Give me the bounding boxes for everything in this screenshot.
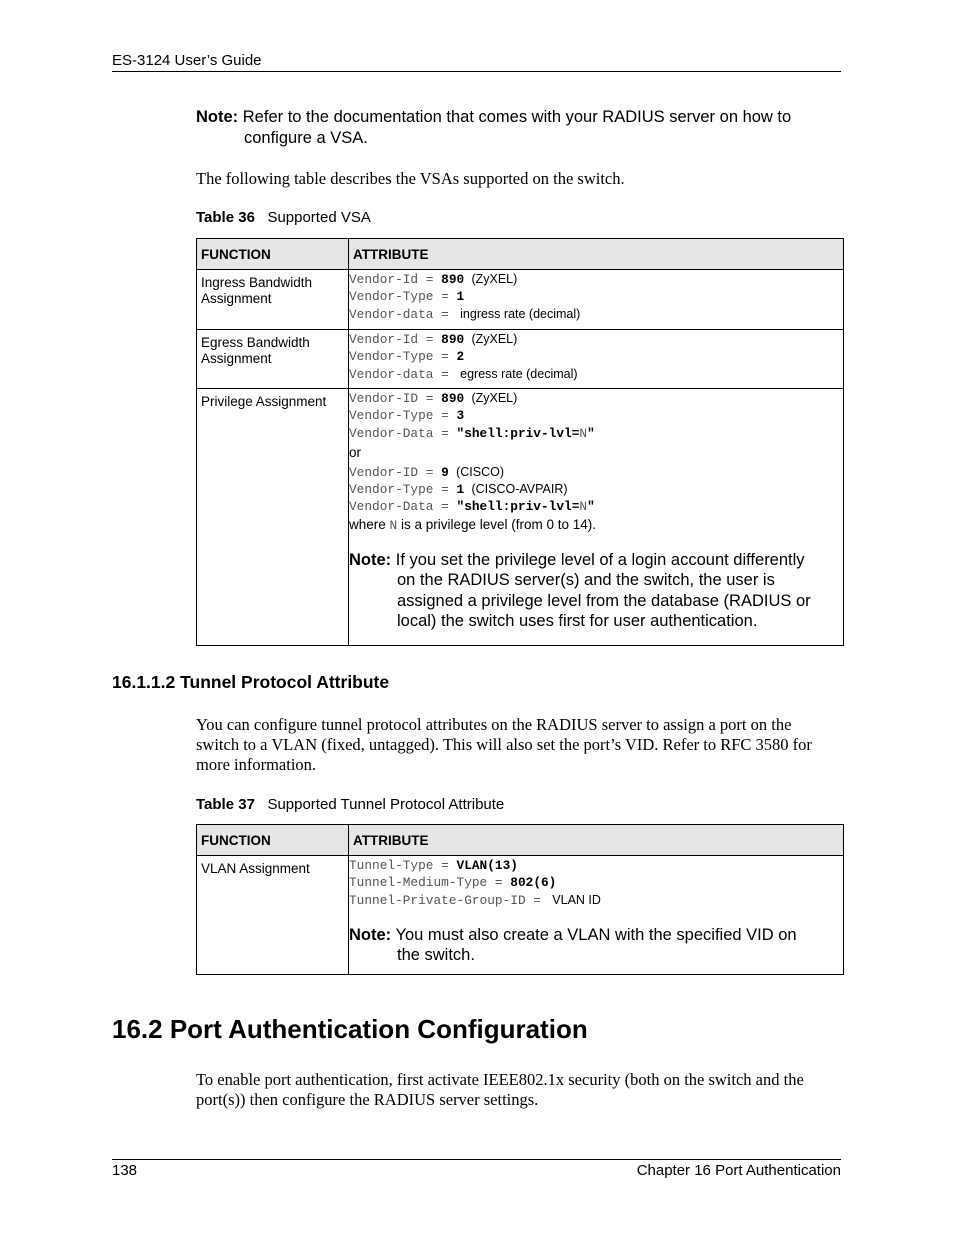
attribute-cell: Tunnel-Type = VLAN(13) Tunnel-Medium-Type = 802(6) Tunnel-Private-Group-ID = VLAN ID Note: You must also create a VLAN with the specified VID on the switch. — [349, 856, 844, 975]
chapter-title: Chapter 16 Port Authentication — [636, 1162, 841, 1179]
port-auth-paragraph: To enable port authentication, first activate IEEE802.1x security (both on the switch and the port(s)) then configure the RADIUS server settings. — [196, 1070, 804, 1109]
privilege-note: Note: If you set the privilege level of a login account differently on the RADIUS server(s) and the switch, the user is assigned a privilege level from the database (RADIUS or local) the switch uses first for user authentication. — [349, 550, 811, 631]
where-text: where N is a privilege level (from 0 to 14). — [349, 516, 597, 533]
table37-caption-number: Table 37 — [196, 796, 255, 813]
column-header-attribute: ATTRIBUTE — [349, 825, 844, 856]
note-label: Note: — [196, 108, 239, 126]
attribute-cell: Vendor-ID = 890 (ZyXEL) Vendor-Type = 3 Vendor-Data = "shell:priv-lvl=N" or Vendor-ID = 9 (CISCO) Vendor-Type = 1 (CISCO-AVPAIR) Vendor-Data = "shell:priv-lvl=N" where N is a privilege level (from 0 to 14). Note: If you set the privilege level of a login account differently on the RADIUS server(s) and the switch, the user is assigned a privilege level from the database (RADIUS or local) the switch uses first for user authentication. — [349, 389, 844, 646]
header-rule — [112, 71, 841, 72]
note-text-line: configure a VSA. — [244, 128, 368, 147]
attribute-cell: Vendor-Id = 890 (ZyXEL) Vendor-Type = 2 Vendor-data = egress rate (decimal) — [349, 330, 844, 389]
table-row — [197, 389, 844, 646]
table36-caption — [196, 209, 371, 226]
table36-caption-title: Supported VSA — [267, 209, 371, 226]
table-row — [197, 856, 844, 975]
note-text-line: Refer to the documentation that comes with your RADIUS server on how to — [242, 108, 792, 126]
table36-caption-number: Table 36 — [196, 209, 255, 226]
table-header-row — [197, 825, 844, 856]
column-header-function: FUNCTION — [197, 239, 349, 270]
page-number: 138 — [112, 1162, 138, 1179]
subsection-heading: 16.1.1.2 Tunnel Protocol Attribute — [112, 672, 390, 692]
function-cell: Ingress Bandwidth Assignment — [197, 270, 349, 330]
table37 — [196, 824, 844, 975]
vlan-note: Note: You must also create a VLAN with the specified VID on the switch. — [349, 925, 797, 965]
function-cell: Egress Bandwidth Assignment — [197, 330, 349, 389]
intro-paragraph: The following table describes the VSAs supported on the switch. — [196, 169, 625, 188]
tunnel-paragraph: You can configure tunnel protocol attributes on the RADIUS server to assign a port on the switch to a VLAN (fixed, untagged). This will also set the port’s VID. Refer to RFC 3580 for more information. — [196, 715, 812, 774]
note-vsa — [196, 107, 856, 148]
table-row — [197, 270, 844, 330]
attribute-cell: Vendor-Id = 890 (ZyXEL) Vendor-Type = 1 Vendor-data = ingress rate (decimal) — [349, 270, 844, 330]
function-cell: VLAN Assignment — [197, 856, 349, 975]
column-header-attribute: ATTRIBUTE — [349, 239, 844, 270]
function-cell: Privilege Assignment — [197, 389, 349, 646]
table37-caption-title: Supported Tunnel Protocol Attribute — [267, 796, 505, 813]
table37-caption — [196, 796, 504, 813]
table-header-row — [197, 239, 844, 270]
column-header-function: FUNCTION — [197, 825, 349, 856]
footer-rule — [112, 1159, 841, 1160]
section-heading: 16.2 Port Authentication Configuration — [112, 1014, 588, 1044]
table36 — [196, 238, 844, 646]
running-header: ES-3124 User’s Guide — [112, 52, 262, 69]
or-text: or — [349, 444, 362, 460]
table-row — [197, 330, 844, 389]
